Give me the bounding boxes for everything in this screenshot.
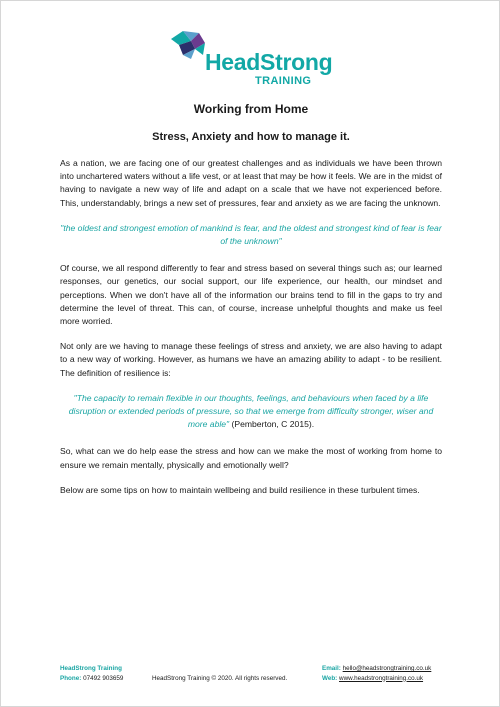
origami-head-icon (169, 31, 209, 61)
logo-wordmark: HeadStrong (205, 49, 333, 75)
phone-label: Phone: (60, 674, 82, 682)
web-label: Web: (322, 674, 338, 682)
resilience-quote-text: "The capacity to remain flexible in our thoughts, feelings, and behaviours when faced by a life disruption or extended periods of pressure, so that we emerge from difficulty stronger, wiser and more able" (68, 392, 434, 430)
document-body (60, 157, 442, 509)
footer-contact (60, 664, 123, 683)
email-label: Email: (322, 665, 341, 672)
phone-number: 07492 903659 (83, 674, 124, 682)
tips-intro-paragraph: Below are some tips on how to maintain wellbeing and build resilience in these turbulent times. (60, 484, 420, 495)
footer-company: HeadStrong Training (60, 665, 122, 672)
fear-quote: "the oldest and strongest emotion of mankind is fear, and the oldest and strongest kind of fear is fear of the unknown" (60, 222, 442, 247)
resilience-paragraph: Not only are we having to manage these feelings of stress and anxiety, we are also having to adapt to a new way of working. However, as humans we have an amazing ability to adapt - to be resilient. The definition of resilience is: (60, 341, 442, 378)
response-paragraph: Of course, we all respond differently to fear and stress based on several things such as; our learned responses, our genetics, our social support, our life experience, our health, our mindset and perceptions. When we don't have all of the information our brains tend to fill in the gaps to try and determine the level of threat. This can, of course, increase unhelpful thoughts and make us feel more worried. (60, 263, 442, 327)
quote-citation: (Pemberton, C 2015). (231, 419, 315, 430)
intro-paragraph: As a nation, we are facing one of our greatest challenges and as individuals we have been thrown into unchartered waters without a life vest, or at least that may be how it feels. We are in the midst of having to navigate a new way of life and adapt on a scale that we have not experienced before. This, understandably, brings a new set of pressures, fear and anxiety as we are facing the unknown. (60, 158, 442, 208)
email-link[interactable]: hello@headstrongtraining.co.uk (342, 665, 432, 672)
resilience-quote (60, 392, 442, 432)
headstrong-logo (169, 27, 339, 87)
web-link[interactable]: www.headstrongtraining.co.uk (339, 674, 424, 682)
footer-copyright: HeadStrong Training © 2020. All rights reserved. (152, 674, 288, 682)
logo-subtitle: TRAINING (255, 75, 312, 87)
footer-links (322, 664, 431, 683)
page-subtitle: Stress, Anxiety and how to manage it. (152, 131, 350, 143)
page-title: Working from Home (193, 102, 309, 116)
question-paragraph: So, what can we do help ease the stress and how can we make the most of working from home to ensure we remain mentally, physically and emotionally well? (60, 446, 442, 470)
